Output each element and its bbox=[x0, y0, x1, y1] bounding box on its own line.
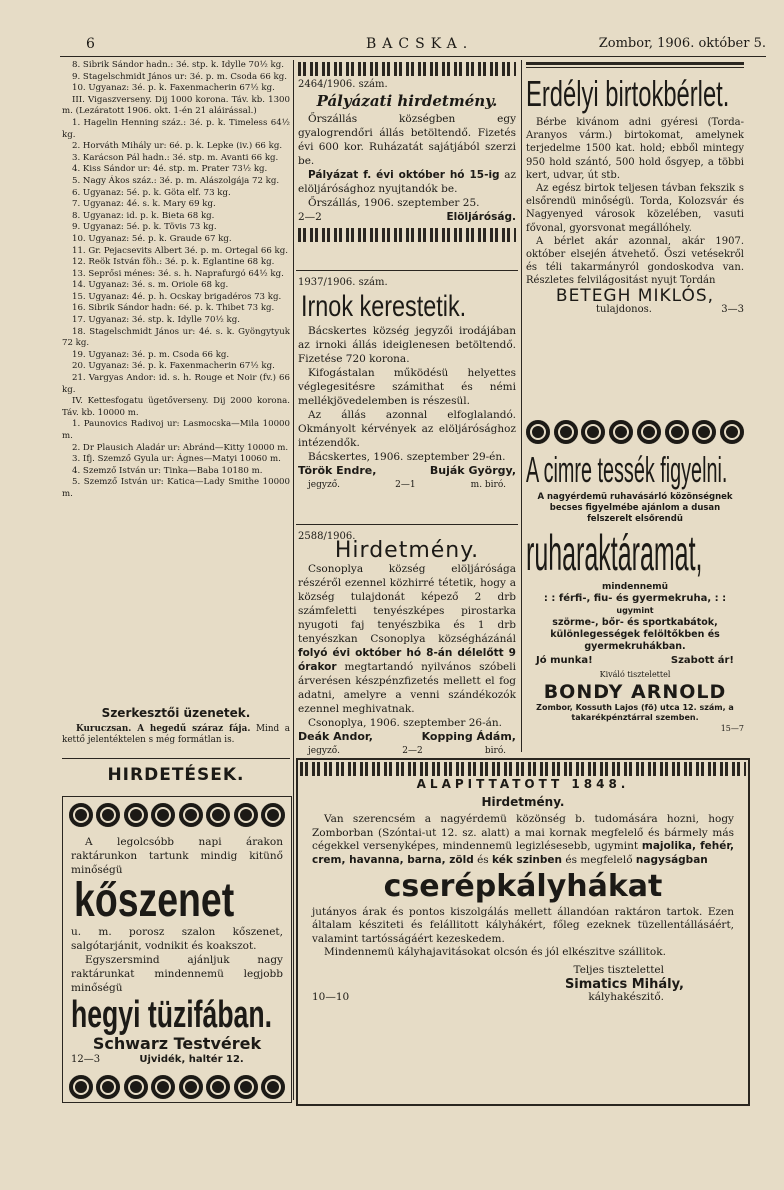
bondy-l5a: Jó munka! bbox=[536, 655, 593, 666]
race-result-line: 15. Ugyanaz: 4é. p. h. Ocskay brigadéros 73 kg. bbox=[72, 291, 282, 302]
bondy-code: 15—7 bbox=[720, 724, 744, 733]
bondy-sub: A nagyérdemü ruhavásárló közönségnek becses figyelmébe ajánlom a dusan felszerelt elsőrendü bbox=[537, 492, 733, 524]
kalyha-colors: majolika, fehér, crem, havanna, barna, zöld bbox=[312, 840, 734, 866]
newspaper-title: BACSKA. bbox=[366, 36, 474, 52]
race-result-line: 12. Reök István föh.: 3é. p. k. Eglantine 68 kg. bbox=[72, 257, 275, 268]
header-rule bbox=[60, 56, 766, 57]
hirdetmeny-title: Hirdetmény. bbox=[334, 538, 480, 563]
race-results bbox=[62, 60, 290, 501]
irnok-text-3: Az állás azonnal elfoglalandó. Okmányolt kérvények az elöljárósághoz intézendők. bbox=[298, 409, 516, 449]
hirdetmeny-code: 2—2 bbox=[402, 746, 423, 756]
bondy-big: ruharaktáramat, bbox=[526, 525, 703, 581]
rule-2 bbox=[296, 524, 518, 525]
coal-desc: u. m. porosz szalon kőszenet, salgótarjánit, vodnikit és koakszot. bbox=[71, 926, 283, 952]
coal-ad-ornament-bottom bbox=[63, 1071, 291, 1103]
palyazat-code: 2—2 bbox=[298, 211, 322, 223]
kalyha-big: cserépkályhákat bbox=[383, 868, 663, 904]
race-result-line: 17. Ugyanaz: 3é. stp. k. Idylle 70½ kg. bbox=[72, 315, 240, 326]
bondy-address: Zombor, Kossuth Lajos (fö) utca 12. szám, a takarékpénztárral szemben. bbox=[536, 703, 734, 722]
race-result-line: IV. Kettesfogatu ügetőverseny. Dij 2000 korona. Táv. kb. 10000 m. bbox=[62, 396, 290, 418]
coal-intro: A legolcsóbb napi árakon raktárunkon tartunk mindig kitünő minőségü bbox=[71, 836, 283, 876]
bondy-firm: BONDY ARNOLD bbox=[543, 681, 727, 703]
birtok-text-1: Bérbe kivánom adni gyéresi (Torda-Aranyos várm.) birtokomat, amelynek terjedelme 1500 kat. hold; ebből mintegy 950 hold szántó, 500 hold ősgyep, a többi kert, udvar, út stb. bbox=[526, 117, 744, 181]
coal-desc-2: Egyszersmind ajánljuk nagy raktárunkat mindennemü legjobb minőségü bbox=[71, 954, 283, 994]
hirdetmeny-text-2: megtartandó nyilvános szóbeli árverésen készpénzfizetés mellett el fog adatni, amelyre a venni szándékozók ezennel meghivatnak. bbox=[298, 661, 516, 715]
bondy-l3: ugymint bbox=[616, 606, 654, 615]
hirdetmeny-date-bold: folyó évi október hó 8-án délelőtt 9 órakor bbox=[298, 647, 516, 673]
race-result-line: 18. Stagelschmidt János ur: 4é. s. k. Gyöngytyuk 72 kg. bbox=[62, 326, 290, 349]
kalyha-text-1-end: és megfelelő bbox=[565, 853, 633, 866]
palyazat-place-date: Őrszállás, 1906. szeptember 25. bbox=[308, 197, 480, 209]
race-result-line: 10. Ugyanaz: 3é. p. k. Faxenmacherin 67½ kg. bbox=[72, 83, 275, 94]
bondy-l4: szörme-, bőr- és sportkabátok, különlegességek felöltőkben és gyermekruhákban. bbox=[550, 617, 720, 652]
birtok-text-3: A bérlet akár azonnal, akár 1907. október elsején átvehető. Őszi vetésekről és téli takarmányról gondoskodva van. Részletes felvilágositást nyujt Tordán bbox=[526, 235, 744, 287]
editor-notes bbox=[62, 706, 290, 746]
irnok-text-2: Kifogástalan működésü helyettes véglegesitésre számithat és némi mellékjövedelemben is részesül. bbox=[298, 367, 516, 407]
editor-note-text: Mind a kettő jelentéktelen s még formátlan is. bbox=[62, 724, 290, 745]
page-header bbox=[86, 36, 766, 56]
birtok-title: Erdélyi birtokbérlet. bbox=[526, 73, 730, 114]
race-result-line: 7. Ugyanaz: 4é. s. k. Mary 69 kg. bbox=[72, 199, 216, 210]
irnok-number: 1937/1906. szám. bbox=[298, 277, 388, 288]
irnok-title: Irnok kerestetik. bbox=[301, 290, 467, 323]
race-result-line: 11. Gr. Pejacsevits Albert 3é. p. m. Ortegal 66 kg. bbox=[72, 245, 289, 256]
coal-ad bbox=[62, 796, 292, 1103]
bondy-ad bbox=[526, 418, 744, 735]
kalyha-founded: ALAPITTATOTT 1848. bbox=[416, 777, 630, 791]
ads-heading: HIRDETÉSEK. bbox=[107, 765, 245, 785]
hirdetmeny-signer-2-role: biró. bbox=[484, 746, 506, 756]
race-result-line: 4. Szemző István ur: Tinka—Baba 10180 m. bbox=[72, 465, 263, 476]
bondy-l2: : : férfi-, fiu- és gyermekruha, : : bbox=[543, 593, 727, 604]
hirdetmeny-signer-1-role: jegyző. bbox=[308, 746, 340, 756]
kalyha-blue: kék szinben bbox=[492, 853, 563, 866]
coal-code: 12—3 bbox=[71, 1054, 101, 1065]
birtok-code: 3—3 bbox=[721, 303, 744, 315]
race-result-line: III. Vigaszverseny. Dij 1000 korona. Táv. kb. 1300 m. (Lezáratott 1906. okt. 1-én 21 aláirással.) bbox=[62, 94, 290, 117]
irnok-code: 2—1 bbox=[395, 480, 416, 490]
race-result-line: 19. Ugyanaz: 3é. p. m. Csoda 66 kg. bbox=[72, 349, 230, 360]
birtok-ad bbox=[526, 62, 744, 316]
bondy-l5b: Szabott ár! bbox=[670, 655, 734, 666]
editor-note-name: Kuruczsan. A hegedű száraz fája. bbox=[76, 724, 251, 734]
irnok-place-date: Bácskertes, 1906. szeptember 29-én. bbox=[308, 451, 506, 463]
kalyha-regards: Teljes tisztelettel bbox=[573, 963, 664, 976]
race-result-line: 20. Ugyanaz: 3é. p. k. Faxenmacherin 67½ kg. bbox=[72, 361, 275, 372]
palyazat-ad bbox=[298, 62, 516, 242]
birtok-signer-role: tulajdonos. bbox=[596, 303, 652, 315]
bondy-l6: Kiváló tisztelettel bbox=[599, 670, 671, 679]
editor-notes-title: Szerkesztői üzenetek. bbox=[101, 706, 251, 720]
bondy-l1: mindennemü bbox=[601, 582, 669, 592]
kalyha-signer-role: kályhakészitő. bbox=[588, 991, 664, 1004]
kalyha-text-1: Van szerencsém a nagyérdemü közönség b. tudomására hozni, hogy Zomborban (Szóntai-ut 12. sz. alatt) a mai kornak megfelelő és bármely más cégekkel versenyképes, mindennemü legizlésesebb, ugymint bbox=[312, 813, 734, 853]
coal-address: Ujvidék, haltér 12. bbox=[139, 1054, 244, 1065]
irnok-signer-2-role: m. biró. bbox=[470, 480, 506, 490]
race-result-line: 2. Dr Plausich Aladár ur: Abránd—Kitty 10000 m. bbox=[72, 442, 289, 453]
palyazat-title: Pályázati hirdetmény. bbox=[316, 92, 498, 110]
column-divider-left bbox=[293, 60, 294, 1100]
race-result-line: 14. Ugyanaz: 3é. s. m. Oriole 68 kg. bbox=[72, 280, 229, 291]
irnok-signer-1-role: jegyző. bbox=[308, 480, 340, 490]
race-result-line: 5. Szemző István ur: Katica—Lady Smithe 10000 m. bbox=[62, 477, 290, 499]
race-result-line: 3. Ifj. Szemző Gyula ur: Ágnes—Matyi 10060 m. bbox=[72, 454, 281, 465]
race-result-line: 16. Sibrik Sándor hadn: 6é. p. k. Thibet 73 kg. bbox=[72, 303, 275, 314]
column-divider-right bbox=[521, 60, 522, 752]
race-result-line: 5. Nagy Ákos száz.: 3é. p. m. Alászolgája 72 kg. bbox=[72, 175, 280, 186]
palyazat-number: 2464/1906. szám. bbox=[298, 79, 388, 90]
irnok-signer-2: Buják György, bbox=[429, 464, 516, 477]
kalyha-signer: Simatics Mihály, bbox=[564, 976, 684, 992]
hirdetmeny-signer-1: Deák Andor, bbox=[298, 730, 373, 743]
race-result-line: 3. Karácson Pál hadn.: 3é. stp. m. Avanti 66 kg. bbox=[72, 152, 279, 163]
birtok-text-2: Az egész birtok teljesen távban fekszik s elsőrendü minőségü. Torda, Kolozsvár és Nagyenyed városok közelében, vasuti fővonal, gyorsvonat megállóhely. bbox=[526, 183, 744, 234]
kalyha-ad bbox=[296, 758, 750, 1106]
hirdetmeny-number: 2588/1906. bbox=[298, 531, 356, 542]
race-result-line: 6. Ugyanaz: 5é. p. k. Göta elf. 73 kg. bbox=[72, 187, 231, 198]
race-result-line: 1. Paunovics Radivoj ur: Lasmocska—Mila 10000 m. bbox=[62, 419, 290, 441]
kalyha-code: 10—10 bbox=[312, 991, 350, 1004]
palyazat-text: Őrszállás községben egy gyalogrendőri állás betöltendő. Fizetés évi 600 kor. Ruházatát sajátjából szerzi be. bbox=[298, 113, 516, 167]
palyazat-signer: Elöljáróság. bbox=[446, 211, 516, 223]
race-result-line: 2. Horváth Mihály ur: 6é. p. k. Lepke (iv.) 66 kg. bbox=[72, 141, 283, 152]
race-result-line: 1. Hagelin Henning száz.: 3é. p. k. Timeless 64½ kg. bbox=[62, 117, 290, 140]
ads-heading-block bbox=[62, 758, 290, 785]
palyazat-deadline: Pályázat f. évi október hó 15-ig bbox=[308, 169, 500, 181]
palyazat-deadline-rest: az elöljárósághoz nyujtandók be. bbox=[298, 169, 516, 195]
bondy-title: A cimre tessék figyelni. bbox=[526, 449, 728, 490]
race-result-line: 9. Stagelschmidt János ur: 3é. p. m. Csoda 66 kg. bbox=[72, 71, 287, 82]
kalyha-text-3: Mindennemü kályhajavitásokat olcsón és jól elkészitve szállitok. bbox=[324, 946, 666, 959]
page-number: 6 bbox=[86, 36, 95, 52]
race-result-line: 9. Ugyanaz: 5é. p. k. Tövis 73 kg. bbox=[72, 222, 217, 233]
rule-1 bbox=[296, 270, 518, 271]
kalyha-size: nagyságban bbox=[635, 853, 708, 866]
irnok-text-1: Bácskertes község jegyzői irodájában az irnoki állás ideiglenesen betöltendő. Fizetése 720 korona. bbox=[298, 325, 516, 365]
hirdetmeny-place-date: Csonoplya, 1906. szeptember 26-án. bbox=[308, 717, 502, 729]
hirdetmeny-text-1: Csonoplya község elöljárósága részéről ezennel közhirré tétetik, hogy a község tulajdonát képező 2 drb számfeletti tenyészképes pirostarka nyugoti faj tenyészbika és 1 drb tenyészkan Csonoplya községházánál bbox=[298, 563, 516, 645]
coal-firm: Schwarz Testvérek bbox=[92, 1034, 262, 1053]
coal-big-title: kőszenet bbox=[74, 877, 235, 925]
kalyha-text-2: jutányos árak és pontos kiszolgálás mellett állandóan raktáron tartok. Ezen általam késziteti és felállitott kályhákért, főleg ezeknek tüzellentállásáért, valamint tartósságáért kezeskedem. bbox=[312, 905, 734, 945]
race-result-line: 4. Kiss Sándor ur: 4é. stp. m. Prater 73½ kg. bbox=[72, 164, 268, 175]
bondy-ornament bbox=[526, 418, 744, 448]
hirdetmeny-signer-2: Kopping Ádám, bbox=[421, 730, 516, 743]
race-result-line: 21. Vargyas Andor: id. s. h. Rouge et Noir (fv.) 66 kg. bbox=[62, 373, 290, 395]
race-result-line: 13. Seprősi ménes: 3é. s. h. Naprafurgó 64½ kg. bbox=[72, 268, 284, 279]
birtok-signer: BETEGH MIKLÓS, bbox=[555, 285, 715, 306]
irnok-ad bbox=[298, 276, 516, 492]
irnok-signer-1: Török Endre, bbox=[298, 464, 377, 477]
kalyha-and: és bbox=[477, 853, 489, 866]
race-result-line: 8. Ugyanaz: id. p. k. Bieta 68 kg. bbox=[72, 210, 215, 221]
race-result-line: 8. Sibrik Sándor hadn.: 3é. stp. k. Idylle 70½ kg. bbox=[72, 60, 284, 70]
kalyha-heading: Hirdetmény. bbox=[481, 794, 565, 809]
coal-wood-title: hegyi tüzifában. bbox=[71, 995, 272, 1035]
coal-ad-ornament bbox=[63, 797, 291, 831]
race-result-line: 10. Ugyanaz: 5é. p. k. Graude 67 kg. bbox=[72, 233, 232, 244]
issue-date: Zombor, 1906. október 5. bbox=[598, 36, 766, 51]
hirdetmeny-ad bbox=[298, 530, 516, 758]
